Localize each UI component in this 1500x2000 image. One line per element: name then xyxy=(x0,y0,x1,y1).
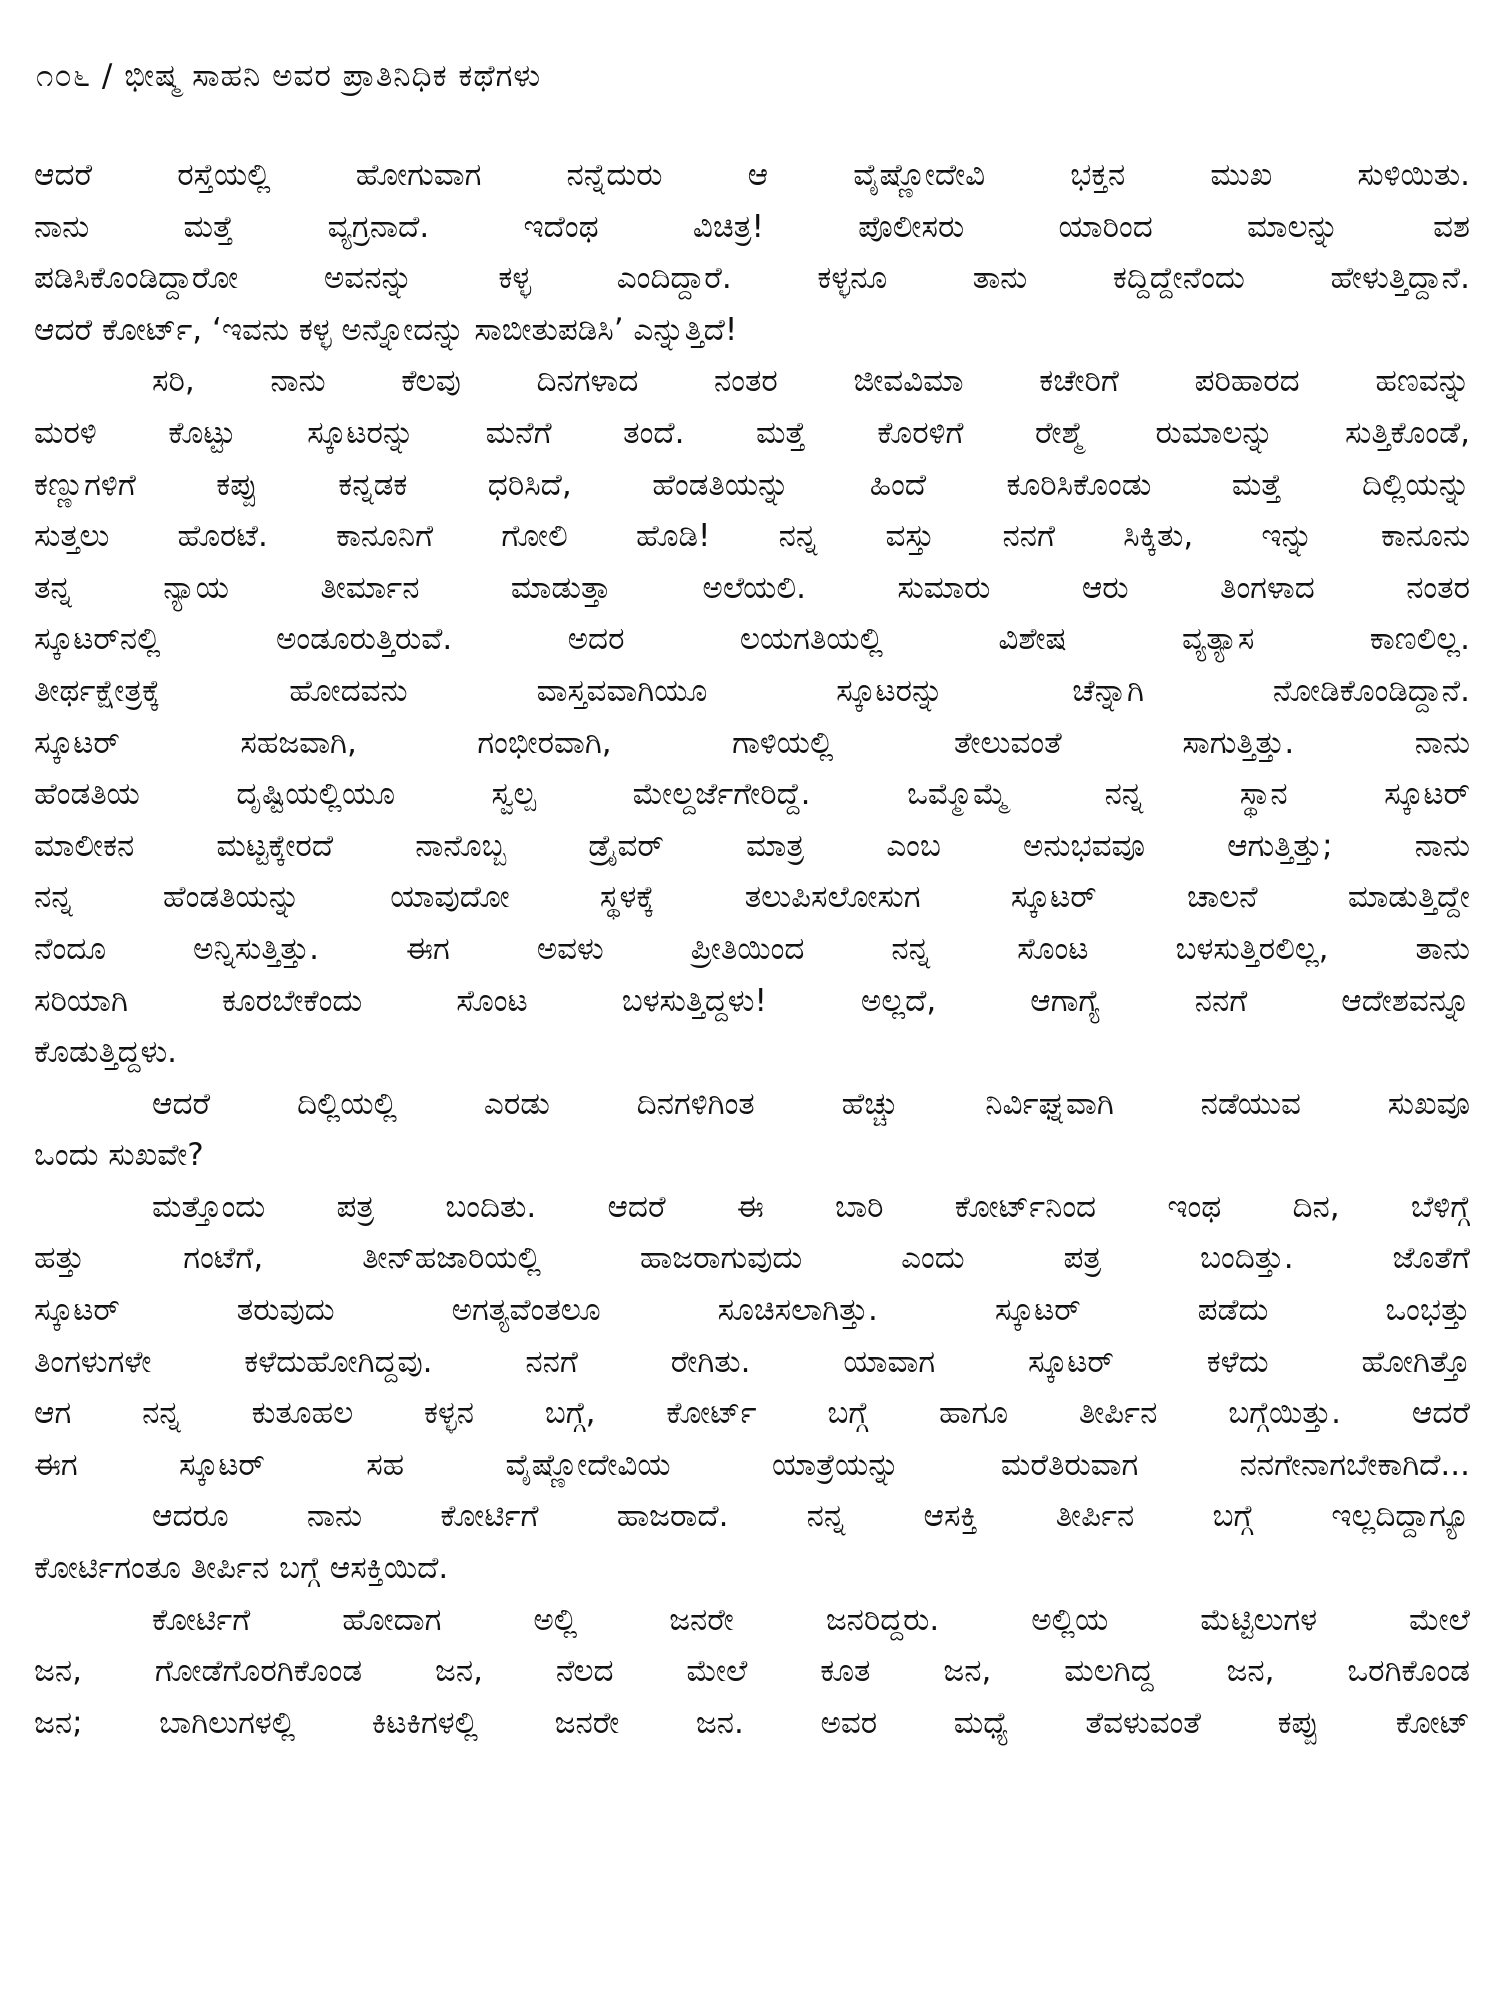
text-line: ತನ್ನ ನ್ಯಾಯ ತೀರ್ಮಾನ ಮಾಡುತ್ತಾ ಅಲೆಯಲಿ. ಸುಮಾರು ಆರು ತಿಂಗಳಾದ ನಂತರ xyxy=(34,569,1470,606)
text-line: ಕೊಡುತ್ತಿದ್ದಳು. xyxy=(34,1034,178,1071)
paragraph-first-line: ಸರಿ, ನಾನು ಕೆಲವು ದಿನಗಳಾದ ನಂತರ ಜೀವವಿಮಾ ಕಚೇರಿಗೆ ಪರಿಹಾರದ ಹಣವನ್ನು xyxy=(152,363,1470,400)
text-line: ಆಗ ನನ್ನ ಕುತೂಹಲ ಕಳ್ಳನ ಬಗ್ಗೆ, ಕೋರ್ಟ್ ಬಗ್ಗೆ ಹಾಗೂ ತೀರ್ಪಿನ ಬಗ್ಗೆಯಿತ್ತು. ಆದರೆ xyxy=(34,1395,1470,1432)
text-line: ಈಗ ಸ್ಕೂಟರ್ ಸಹ ವೈಷ್ಣೋದೇವಿಯ ಯಾತ್ರೆಯನ್ನು ಮರೆತಿರುವಾಗ ನನಗೇನಾಗಬೇಕಾಗಿದೆ... xyxy=(34,1446,1470,1483)
text-line: ಕೋರ್ಟಿಗಂತೂ ತೀರ್ಪಿನ ಬಗ್ಗೆ ಆಸಕ್ತಿಯಿದೆ. xyxy=(34,1550,449,1587)
text-line: ನನ್ನ ಹೆಂಡತಿಯನ್ನು ಯಾವುದೋ ಸ್ಥಳಕ್ಕೆ ತಲುಪಿಸಲೋಸುಗ ಸ್ಕೂಟರ್ ಚಾಲನೆ ಮಾಡುತ್ತಿದ್ದೇ xyxy=(34,879,1470,916)
book-page xyxy=(30,0,1470,2000)
text-line: ಸ್ಕೂಟರ್ ಸಹಜವಾಗಿ, ಗಂಭೀರವಾಗಿ, ಗಾಳಿಯಲ್ಲಿ ತೇಲುವಂತೆ ಸಾಗುತ್ತಿತ್ತು. ನಾನು xyxy=(34,724,1470,761)
paragraph-first-line: ಆದರೆ ದಿಲ್ಲಿಯಲ್ಲಿ ಎರಡು ದಿನಗಳಿಗಿಂತ ಹೆಚ್ಚು ನಿರ್ವಿಘ್ನವಾಗಿ ನಡೆಯುವ ಸುಖವೂ xyxy=(152,1085,1470,1122)
text-line: ಪಡಿಸಿಕೊಂಡಿದ್ದಾರೋ ಅವನನ್ನು ಕಳ್ಳ ಎಂದಿದ್ದಾರೆ. ಕಳ್ಳನೂ ತಾನು ಕದ್ದಿದ್ದೇನೆಂದು ಹೇಳುತ್ತಿದ್ದಾನೆ. xyxy=(34,260,1470,297)
running-header: ೧೦೬ / ಭೀಷ್ಮ ಸಾಹನಿ ಅವರ ಪ್ರಾತಿನಿಧಿಕ ಕಥೆಗಳು xyxy=(36,58,542,94)
text-line: ಸ್ಕೂಟರ್ ತರುವುದು ಅಗತ್ಯವೆಂತಲೂ ಸೂಚಿಸಲಾಗಿತ್ತು. ಸ್ಕೂಟರ್ ಪಡೆದು ಒಂಭತ್ತು xyxy=(34,1292,1470,1329)
text-line: ಒಂದು ಸುಖವೇ? xyxy=(34,1137,204,1174)
text-line: ಮಾಲೀಕನ ಮಟ್ಟಕ್ಕೇರದೆ ನಾನೊಬ್ಬ ಡ್ರೈವರ್ ಮಾತ್ರ ಎಂಬ ಅನುಭವವೂ ಆಗುತ್ತಿತ್ತು; ನಾನು xyxy=(34,827,1470,864)
text-line: ಕಣ್ಣುಗಳಿಗೆ ಕಪ್ಪು ಕನ್ನಡಕ ಧರಿಸಿದೆ, ಹೆಂಡತಿಯನ್ನು ಹಿಂದೆ ಕೂರಿಸಿಕೊಂಡು ಮತ್ತೆ ದಿಲ್ಲಿಯನ್ನು xyxy=(34,466,1470,503)
text-line: ಜನ; ಬಾಗಿಲುಗಳಲ್ಲಿ ಕಿಟಕಿಗಳಲ್ಲಿ ಜನರೇ ಜನ. ಅವರ ಮಧ್ಯೆ ತೆವಳುವಂತೆ ಕಪ್ಪು ಕೋಟ್ xyxy=(34,1704,1470,1741)
text-line: ಸ್ಕೂಟರ್‌ನಲ್ಲಿ ಅಂಡೂರುತ್ತಿರುವೆ. ಅದರ ಲಯಗತಿಯಲ್ಲಿ ವಿಶೇಷ ವ್ಯತ್ಯಾಸ ಕಾಣಲಿಲ್ಲ. xyxy=(34,621,1470,658)
text-line: ತಿಂಗಳುಗಳೇ ಕಳೆದುಹೋಗಿದ್ದವು. ನನಗೆ ರೇಗಿತು. ಯಾವಾಗ ಸ್ಕೂಟರ್ ಕಳೆದು ಹೋಗಿತ್ತೊ xyxy=(34,1343,1470,1380)
text-line: ಜನ, ಗೋಡೆಗೊರಗಿಕೊಂಡ ಜನ, ನೆಲದ ಮೇಲೆ ಕೂತ ಜನ, ಮಲಗಿದ್ದ ಜನ, ಒರಗಿಕೊಂಡ xyxy=(34,1653,1470,1690)
text-line: ಮರಳಿ ಕೊಟ್ಟು ಸ್ಕೂಟರನ್ನು ಮನೆಗೆ ತಂದೆ. ಮತ್ತೆ ಕೊರಳಿಗೆ ರೇಶ್ಮೆ ರುಮಾಲನ್ನು ಸುತ್ತಿಕೊಂಡೆ, xyxy=(34,414,1470,451)
text-line: ಆದರೆ ಕೋರ್ಟ್, ‘ಇವನು ಕಳ್ಳ ಅನ್ನೋದನ್ನು ಸಾಬೀತುಪಡಿಸಿ’ ಎನ್ನುತ್ತಿದೆ! xyxy=(34,311,738,348)
paragraph-first-line: ಮತ್ತೊಂದು ಪತ್ರ ಬಂದಿತು. ಆದರೆ ಈ ಬಾರಿ ಕೋರ್ಟ್‌ನಿಂದ ಇಂಥ ದಿನ, ಬೆಳಿಗ್ಗೆ xyxy=(152,1188,1470,1225)
text-line: ಸುತ್ತಲು ಹೊರಟೆ. ಕಾನೂನಿಗೆ ಗೋಲಿ ಹೊಡಿ! ನನ್ನ ವಸ್ತು ನನಗೆ ಸಿಕ್ಕಿತು, ಇನ್ನು ಕಾನೂನು xyxy=(34,518,1470,555)
text-line: ತೀರ್ಥಕ್ಷೇತ್ರಕ್ಕೆ ಹೋದವನು ವಾಸ್ತವವಾಗಿಯೂ ಸ್ಕೂಟರನ್ನು ಚೆನ್ನಾಗಿ ನೋಡಿಕೊಂಡಿದ್ದಾನೆ. xyxy=(34,672,1470,709)
text-line: ಆದರೆ ರಸ್ತೆಯಲ್ಲಿ ಹೋಗುವಾಗ ನನ್ನೆದುರು ಆ ವೈಷ್ಣೋದೇವಿ ಭಕ್ತನ ಮುಖ ಸುಳಿಯಿತು. xyxy=(34,157,1470,193)
text-line: ಹೆಂಡತಿಯ ದೃಷ್ಟಿಯಲ್ಲಿಯೂ ಸ್ವಲ್ಪ ಮೇಲ್ದರ್ಜೆಗೇರಿದ್ದೆ. ಒಮ್ಮೊಮ್ಮೆ ನನ್ನ ಸ್ಥಾನ ಸ್ಕೂಟರ್ xyxy=(34,776,1470,813)
paragraph-first-line: ಆದರೂ ನಾನು ಕೋರ್ಟಿಗೆ ಹಾಜರಾದೆ. ನನ್ನ ಆಸಕ್ತಿ ತೀರ್ಪಿನ ಬಗ್ಗೆ ಇಲ್ಲದಿದ್ದಾಗ್ಯೂ xyxy=(152,1498,1470,1535)
text-line: ಹತ್ತು ಗಂಟೆಗೆ, ತೀನ್‌ಹಜಾರಿಯಲ್ಲಿ ಹಾಜರಾಗುವುದು ಎಂದು ಪತ್ರ ಬಂದಿತ್ತು. ಜೊತೆಗೆ xyxy=(34,1240,1470,1277)
paragraph-first-line: ಕೋರ್ಟಿಗೆ ಹೋದಾಗ ಅಲ್ಲಿ ಜನರೇ ಜನರಿದ್ದರು. ಅಲ್ಲಿಯ ಮೆಟ್ಟಿಲುಗಳ ಮೇಲೆ xyxy=(152,1601,1470,1638)
body-text xyxy=(34,150,1470,1749)
text-line: ನಾನು ಮತ್ತೆ ವ್ಯಗ್ರನಾದೆ. ಇದೆಂಥ ವಿಚಿತ್ರ! ಪೊಲೀಸರು ಯಾರಿಂದ ಮಾಲನ್ನು ವಶ xyxy=(34,208,1470,245)
text-line: ಸರಿಯಾಗಿ ಕೂರಬೇಕೆಂದು ಸೊಂಟ ಬಳಸುತ್ತಿದ್ದಳು! ಅಲ್ಲದೆ, ಆಗಾಗ್ಯೆ ನನಗೆ ಆದೇಶವನ್ನೂ xyxy=(34,982,1470,1019)
text-line: ನೆಂದೂ ಅನ್ನಿಸುತ್ತಿತ್ತು. ಈಗ ಅವಳು ಪ್ರೀತಿಯಿಂದ ನನ್ನ ಸೊಂಟ ಬಳಸುತ್ತಿರಲಿಲ್ಲ, ತಾನು xyxy=(34,930,1470,967)
